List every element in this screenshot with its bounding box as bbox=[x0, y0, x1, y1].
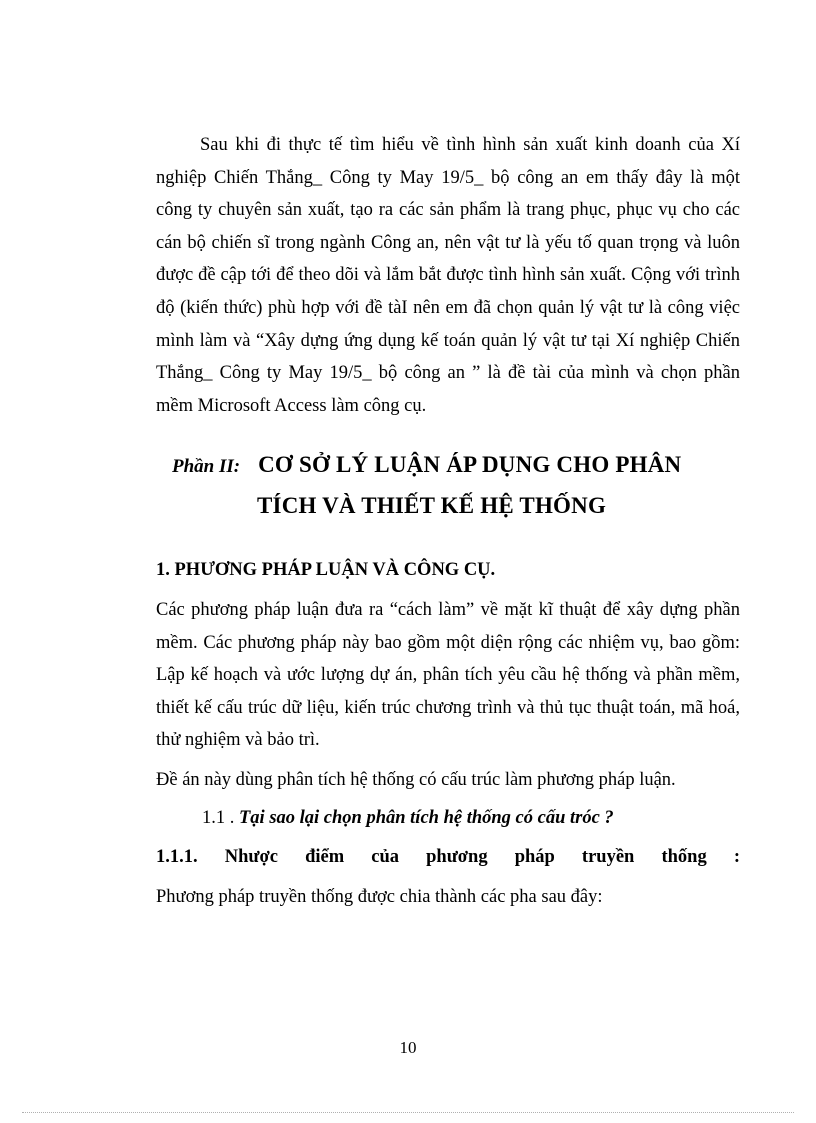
intro-line: Sau khi đi thực tế tìm hiểu về tình hình sản xuất kinh doanh của Xí bbox=[200, 135, 740, 155]
section1-line: thử nghiệm và bảo trì. bbox=[156, 730, 320, 751]
section-heading-1-1 bbox=[202, 808, 614, 829]
page-bottom-divider bbox=[22, 1112, 794, 1113]
intro-line: nghiệp Chiến Thắng_ Công ty May 19/5_ bộ công an em thấy đây là một bbox=[156, 167, 740, 188]
section-heading-1: 1. PHƯƠNG PHÁP LUẬN VÀ CÔNG CỤ. bbox=[156, 560, 496, 580]
part-title-line2: TÍCH VÀ THIẾT KẾ HỆ THỐNG bbox=[257, 493, 607, 518]
section1-line: thiết kế cấu trúc dữ liệu, kiến trúc chương trình và thủ tục thuật toán, mã hoá, bbox=[156, 697, 740, 718]
part-label: Phần II: bbox=[172, 456, 241, 477]
page-number: 10 bbox=[399, 1038, 417, 1057]
section1-line: Các phương pháp luận đưa ra “cách làm” về mặt kĩ thuật để xây dựng phần bbox=[156, 600, 740, 620]
intro-line: Thắng_ Công ty May 19/5_ bộ công an ” là đề tài của mình và chọn phần bbox=[156, 363, 740, 384]
intro-line: độ (kiến thức) phù hợp với đề tàI nên em đã chọn quản lý vật tư là công việc bbox=[156, 297, 740, 318]
intro-line: mình làm và “Xây dựng ứng dụng kế toán quản lý vật tư tại Xí nghiệp Chiến bbox=[156, 330, 740, 351]
section1-line: mềm. Các phương pháp này bao gồm một diện rộng các nhiệm vụ, bao gồm: bbox=[156, 632, 740, 653]
intro-line: công ty chuyên sản xuất, tạo ra các sản phẩm là trang phục, phục vụ cho các bbox=[156, 200, 740, 221]
section-number: 1.1 . bbox=[202, 808, 235, 828]
section1-paragraph bbox=[156, 594, 740, 757]
section-1-1-1-paragraph: Phương pháp truyền thống được chia thành các pha sau đây: bbox=[156, 887, 603, 907]
part-title-line1: CƠ SỞ LÝ LUẬN ÁP DỤNG CHO PHÂN bbox=[258, 452, 682, 477]
intro-line: được đề cập tới để theo dõi và lắm bắt được tình hình sản xuất. Cộng với trình bbox=[156, 265, 740, 286]
section-title: Tại sao lại chọn phân tích hệ thống có cấu tróc ? bbox=[239, 808, 614, 828]
intro-line: cán bộ chiến sĩ trong ngành Công an, nên vật tư là yếu tố quan trọng và luôn bbox=[156, 232, 740, 253]
intro-line: mềm Microsoft Access làm công cụ. bbox=[156, 395, 427, 416]
section1-paragraph-2: Đề án này dùng phân tích hệ thống có cấu trúc làm phương pháp luận. bbox=[156, 770, 676, 790]
section1-line: Lập kế hoạch và ước lượng dự án, phân tích yêu cầu hệ thống và phần mềm, bbox=[156, 665, 740, 686]
section-heading-1-1-1: 1.1.1. Nhược điểm của phương pháp truyền thống : bbox=[156, 847, 740, 867]
intro-paragraph bbox=[156, 129, 740, 422]
